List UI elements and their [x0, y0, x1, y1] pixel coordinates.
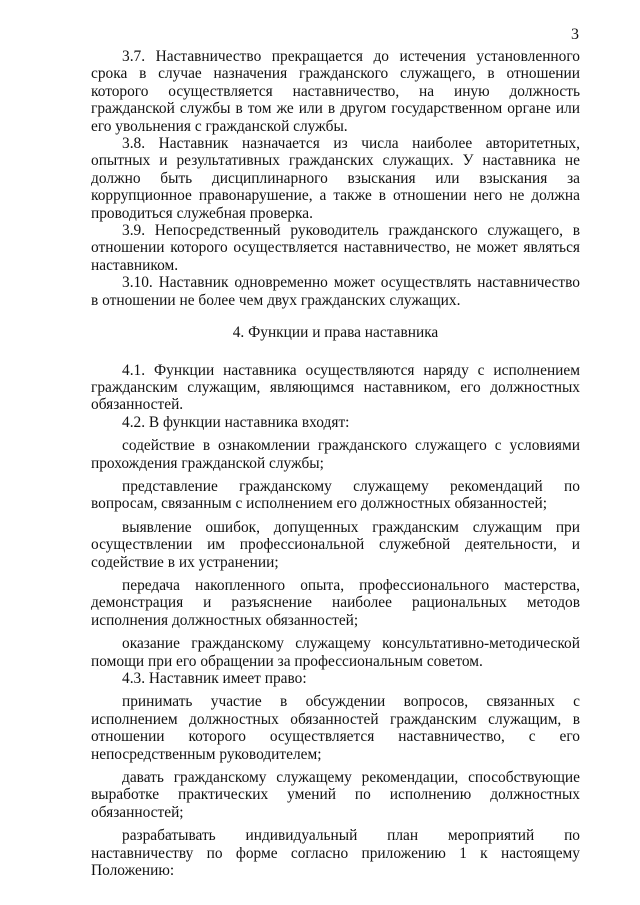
list-item-function-3: выявление ошибок, допущенных гражданским служащим при осуществлении им профессиональной служебной деятельности, и содействие в их устранении; — [91, 518, 580, 571]
list-item-function-5: оказание гражданскому служащему консультативно-методической помощи при его обращении за профессиональным советом. — [91, 635, 580, 670]
page-number: 3 — [571, 26, 579, 43]
paragraph-4-2: 4.2. В функции наставника входят: — [122, 413, 350, 431]
section-heading-4: 4. Функции и права наставника — [232, 324, 439, 342]
paragraph-3-9: 3.9. Непосредственный руководитель гражданского служащего, в отношении которого осуществляется наставничество, не может являться наставником. — [91, 222, 580, 274]
list-item-function-1: содействие в ознакомлении гражданского служащего с условиями прохождения гражданской службы; — [91, 437, 580, 472]
paragraph-4-3: 4.3. Наставник имеет право: — [122, 670, 307, 687]
paragraph-3-10: 3.10. Наставник одновременно может осуществлять наставничество в отношении не более чем двух гражданских служащих. — [91, 274, 580, 309]
paragraph-3-8: 3.8. Наставник назначается из числа наиболее авторитетных, опытных и результативных гражданских служащих. У наставника не должно быть дисциплинарного взыскания или взыскания за коррупционное правонарушение, а также в отношении него не должна проводиться служебная проверка. — [91, 135, 580, 222]
list-item-function-2: представление гражданскому служащему рекомендаций по вопросам, связанным с исполнением его должностных обязанностей; — [91, 477, 580, 513]
list-item-right-3: разрабатывать индивидуальный план мероприятий по наставничеству по форме согласно приложению 1 к настоящему Положению: — [91, 827, 580, 880]
paragraph-4-1: 4.1. Функции наставника осуществляются наряду с исполнением гражданским служащим, являющимся наставником, его должностных обязанностей. — [91, 361, 580, 414]
document-body — [91, 48, 580, 879]
list-item-right-2: давать гражданскому служащему рекомендации, способствующие выработке практических умений по исполнению должностных обязанностей; — [91, 769, 580, 821]
list-item-function-4: передача накопленного опыта, профессионального мастерства, демонстрация и разъяснение наиболее рациональных методов исполнения должностных обязанностей; — [91, 576, 580, 629]
paragraph-3-7: 3.7. Наставничество прекращается до истечения установленного срока в случае назначения гражданского служащего, в отношении которого осуществляется наставничество, на иную должность гражданской службы в том же или в другом государственном органе или его увольнения с гражданской службы. — [91, 48, 580, 135]
list-item-right-1: принимать участие в обсуждении вопросов, связанных с исполнением должностных обязанностей гражданским служащим, в отношении которого осуществляется наставничество, с его непосредственным руководителем; — [91, 693, 580, 763]
